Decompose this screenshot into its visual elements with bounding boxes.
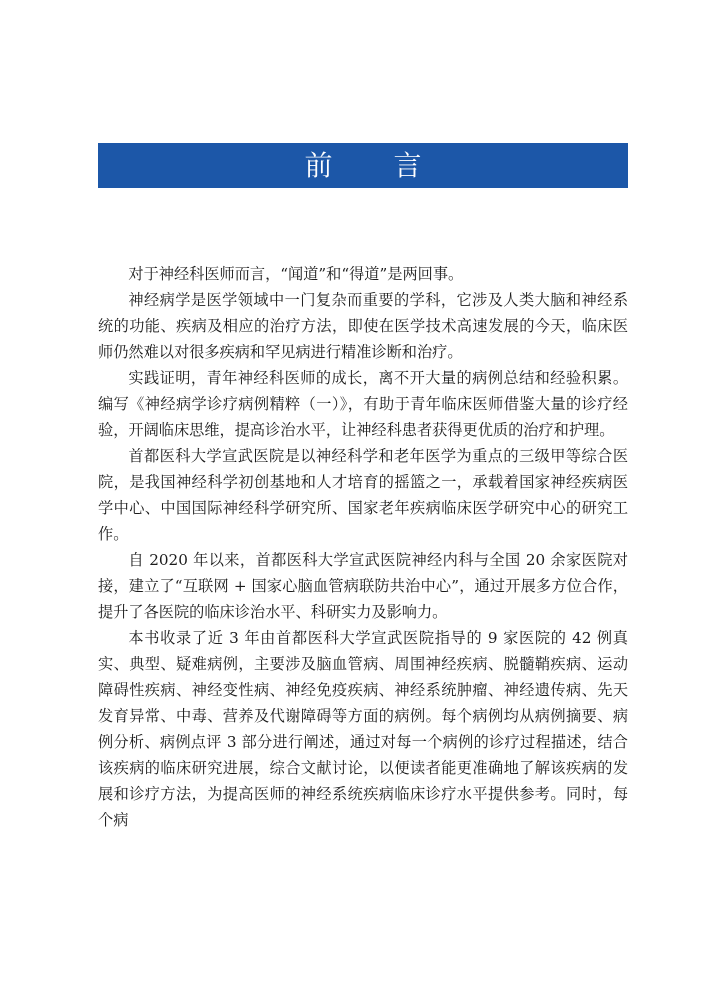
paragraph: 首都医科大学宣武医院是以神经科学和老年医学为重点的三级甲等综合医院，是我国神经科学初创基地和人才培育的摇篮之一，承载着国家神经疾病医学中心、中国国际神经科学研究所、国家老年疾病临床医学研究中心的研究工作。: [98, 447, 628, 543]
preface-body: [98, 261, 628, 833]
title-banner: [98, 143, 628, 188]
paragraph: 神经病学是医学领域中一门复杂而重要的学科，它涉及人类大脑和神经系统的功能、疾病及相应的治疗方法，即使在医学技术高速发展的今天，临床医师仍然难以对很多疾病和罕见病进行精准诊断和治疗。: [98, 291, 628, 361]
page-title: 前 言: [304, 148, 448, 182]
paragraph: 实践证明，青年神经科医师的成长，离不开大量的病例总结和经验积累。编写《神经病学诊疗病例精粹（一）》，有助于青年临床医师借鉴大量的诊疗经验，开阔临床思维，提高诊治水平，让神经科患者获得更优质的治疗和护理。: [98, 369, 628, 439]
paragraph: 自 2020 年以来，首都医科大学宣武医院神经内科与全国 20 余家医院对接，建立了“互联网 + 国家心脑血管病联防共治中心”，通过开展多方位合作，提升了各医院的临床诊治水平、科研实力及影响力。: [98, 551, 628, 621]
paragraph: 本书收录了近 3 年由首都医科大学宣武医院指导的 9 家医院的 42 例真实、典型、疑难病例，主要涉及脑血管病、周围神经疾病、脱髓鞘疾病、运动障碍性疾病、神经变性病、神经免疫疾病、神经系统肿瘤、神经遗传病、先天发育异常、中毒、营养及代谢障碍等方面的病例。每个病例均从病例摘要、病例分析、病例点评 3 部分进行阐述，通过对每一个病例的诊疗过程描述，结合该疾病的临床研究进展，综合文献讨论，以便读者能更准确地了解该疾病的发展和诊疗方法，为提高医师的神经系统疾病临床诊疗水平提供参考。同时，每个病: [98, 629, 628, 829]
paragraph: 对于神经科医师而言，“闻道”和“得道”是两回事。: [128, 265, 464, 283]
